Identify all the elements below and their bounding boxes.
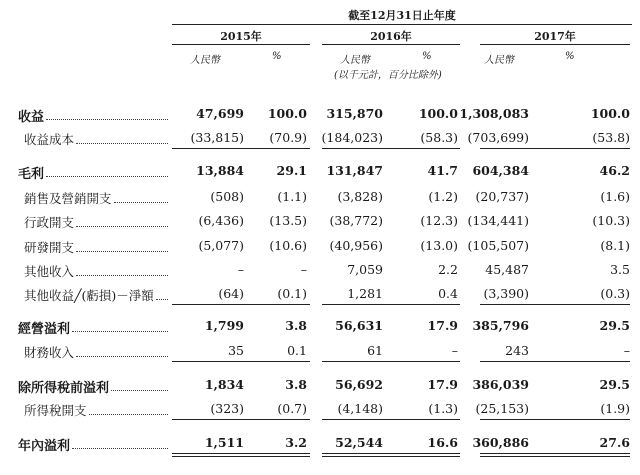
cell-value: (20,737) [475, 189, 529, 204]
cell-value: 13,884 [196, 163, 244, 178]
cell-value: 315,870 [326, 106, 383, 121]
cell-value: 0.1 [287, 343, 307, 358]
cell-value: 29.5 [599, 377, 630, 392]
cell-value: 56,631 [335, 318, 383, 333]
row-label: 年內溢利 [18, 439, 71, 454]
row-label: 收益成本 [24, 132, 75, 147]
cell-value: 41.7 [427, 163, 458, 178]
cell-value: (38,772) [329, 213, 383, 228]
total-rule [172, 304, 310, 305]
cell-value: 2.2 [438, 262, 458, 277]
unit-rmb-2016: 人民幣 [340, 55, 370, 66]
cell-value: 17.9 [427, 377, 458, 392]
cell-value: (64) [218, 286, 244, 301]
cell-value: (10.6) [269, 238, 307, 253]
cell-value: 100.0 [590, 106, 630, 121]
cell-value: 29.1 [276, 163, 307, 178]
row-label: 毛利 [18, 167, 45, 182]
cell-value: 17.9 [427, 318, 458, 333]
total-rule [172, 361, 310, 362]
cell-value: (0.3) [600, 286, 630, 301]
row-label: 所得稅開支 [24, 403, 87, 418]
period-rule-2016 [322, 44, 460, 45]
cell-value: (13.5) [269, 213, 307, 228]
total-rule [322, 361, 460, 362]
cell-value: (3,828) [337, 189, 383, 204]
row-label: 經營溢利 [18, 322, 71, 337]
cell-value: (1.3) [428, 401, 458, 416]
cell-value: 61 [367, 343, 383, 358]
cell-value: 52,544 [335, 435, 383, 450]
cell-value: (13.0) [420, 238, 458, 253]
cell-value: (25,153) [475, 401, 529, 416]
cell-value: (323) [210, 401, 244, 416]
cell-value: 3.8 [285, 318, 307, 333]
period-rule-2015 [172, 44, 310, 45]
cell-value: 7,059 [347, 262, 383, 277]
cell-value: 46.2 [599, 163, 630, 178]
cell-value: 3.8 [285, 377, 307, 392]
cell-value: 1,281 [347, 286, 383, 301]
cell-value: 100.0 [418, 106, 458, 121]
unit-pct-2015: % [272, 51, 282, 62]
unit-rmb-2015: 人民幣 [190, 55, 220, 66]
row-label: 行政開支 [24, 215, 75, 230]
cell-value: (33,815) [190, 130, 244, 145]
total-rule [322, 148, 460, 149]
cell-value: (5,077) [198, 238, 244, 253]
cell-value: 56,692 [335, 377, 383, 392]
period-2017: 2017年 [534, 30, 576, 43]
row-label: 除所得稅前溢利 [18, 381, 110, 396]
cell-value: (1.6) [600, 189, 630, 204]
row-label: 研發開支 [24, 240, 75, 255]
unit-pct-2017: % [565, 51, 575, 62]
period-rule-2017 [480, 44, 630, 45]
total-rule [172, 419, 310, 420]
cell-value: (1.1) [277, 189, 307, 204]
cell-value: 3.2 [285, 435, 307, 450]
total-rule [322, 304, 460, 305]
cell-value: 100.0 [267, 106, 307, 121]
cell-value: 29.5 [599, 318, 630, 333]
cell-value: (0.1) [277, 286, 307, 301]
cell-value: 1,834 [204, 377, 244, 392]
cell-value: 1,308,083 [459, 106, 529, 121]
total-rule [480, 419, 630, 420]
total-rule [172, 453, 310, 457]
cell-value: (508) [210, 189, 244, 204]
cell-value: (703,699) [467, 130, 529, 145]
period-2016: 2016年 [370, 30, 412, 43]
cell-value: – [623, 343, 630, 358]
cell-value: 45,487 [485, 262, 529, 277]
unit-note: (以千元計，百分比除外) [334, 70, 442, 81]
cell-value: (70.9) [269, 130, 307, 145]
row-label: 收益 [18, 110, 45, 125]
cell-value: – [237, 262, 244, 277]
cell-value: 47,699 [196, 106, 244, 121]
cell-value: (184,023) [321, 130, 383, 145]
period-2015: 2015年 [220, 30, 262, 43]
cell-value: (58.3) [420, 130, 458, 145]
total-rule [322, 453, 460, 457]
cell-value: 1,511 [204, 435, 244, 450]
cell-value: (0.7) [277, 401, 307, 416]
cell-value: 3.5 [610, 262, 630, 277]
cell-value: (40,956) [329, 238, 383, 253]
row-label: 其他收益╱(虧損)－淨額 [24, 288, 154, 303]
cell-value: 604,384 [472, 163, 529, 178]
header-rule [172, 24, 632, 25]
total-rule [172, 148, 310, 149]
total-rule [480, 304, 630, 305]
cell-value: (3,390) [483, 286, 529, 301]
unit-pct-2016: % [422, 51, 432, 62]
cell-value: – [451, 343, 458, 358]
cell-value: 16.6 [427, 435, 458, 450]
row-label: 其他收入 [24, 264, 75, 279]
cell-value: 385,796 [472, 318, 529, 333]
header-title: 截至12月31日止年度 [348, 9, 456, 22]
cell-value: 386,039 [472, 377, 529, 392]
cell-value: (8.1) [600, 238, 630, 253]
total-rule [480, 453, 630, 457]
cell-value: (1.2) [428, 189, 458, 204]
cell-value: 0.4 [438, 286, 458, 301]
unit-rmb-2017: 人民幣 [484, 55, 514, 66]
cell-value: (10.3) [592, 213, 630, 228]
cell-value: 360,886 [472, 435, 529, 450]
total-rule [322, 419, 460, 420]
cell-value: (53.8) [592, 130, 630, 145]
cell-value: (4,148) [337, 401, 383, 416]
cell-value: 1,799 [204, 318, 244, 333]
cell-value: – [300, 262, 307, 277]
cell-value: (1.9) [600, 401, 630, 416]
cell-value: 27.6 [599, 435, 630, 450]
total-rule [480, 361, 630, 362]
cell-value: (6,436) [198, 213, 244, 228]
cell-value: (12.3) [420, 213, 458, 228]
cell-value: 131,847 [326, 163, 383, 178]
row-label: 銷售及營銷開支 [24, 191, 112, 206]
cell-value: 35 [228, 343, 244, 358]
cell-value: 243 [505, 343, 529, 358]
total-rule [480, 148, 630, 149]
cell-value: (134,441) [467, 213, 529, 228]
row-label: 財務收入 [24, 345, 75, 360]
cell-value: (105,507) [467, 238, 529, 253]
